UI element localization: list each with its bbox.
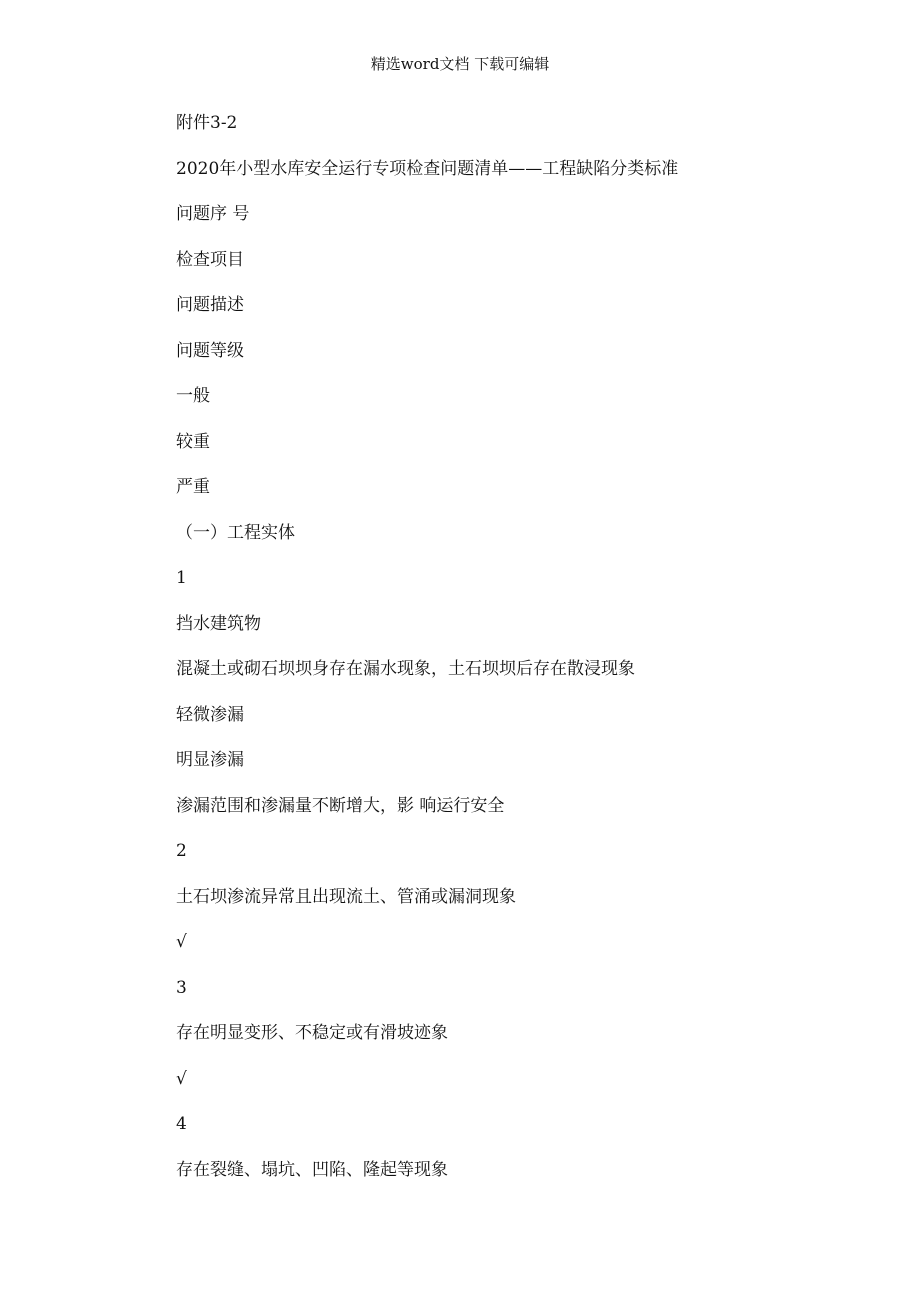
item-number: 4 [176,1114,187,1134]
item-number: 3 [176,977,187,998]
check-mark: √ [176,1068,187,1089]
problem-description: 土石坝渗流异常且出现流土、管涌或漏洞现象 [176,886,516,907]
column-header-inspection-item: 检查项目 [176,249,244,270]
inspection-item: 挡水建筑物 [176,613,261,634]
section-heading: （一）工程实体 [176,522,295,543]
attachment-label: 附件3-2 [176,113,238,133]
column-header-problem-level: 问题等级 [176,340,244,361]
page-header: 精选word文档 下载可编辑 [370,55,550,73]
problem-description: 存在明显变形、不稳定或有滑坡迹象 [176,1023,448,1043]
level-entry: 渗漏范围和渗漏量不断增大，影 响运行安全 [176,795,505,816]
level-general: 一般 [176,386,210,406]
column-header-problem-description: 问题描述 [176,295,244,315]
column-header-problem-number: 问题序 号 [176,204,250,224]
level-entry: 轻微渗漏 [176,704,244,725]
level-entry: 明显渗漏 [176,750,244,770]
level-moderate: 较重 [176,431,210,452]
check-mark: √ [176,932,187,952]
level-severe: 严重 [176,477,210,497]
item-number: 2 [176,841,187,861]
problem-description: 混凝土或砌石坝坝身存在漏水现象，土石坝坝后存在散浸现象 [176,659,635,679]
problem-description: 存在裂缝、塌坑、凹陷、隆起等现象 [176,1159,448,1180]
document-title: 2020年小型水库安全运行专项检查问题清单——工程缺陷分类标准 [176,158,679,179]
document-body [176,110,876,1202]
item-number: 1 [176,568,187,588]
